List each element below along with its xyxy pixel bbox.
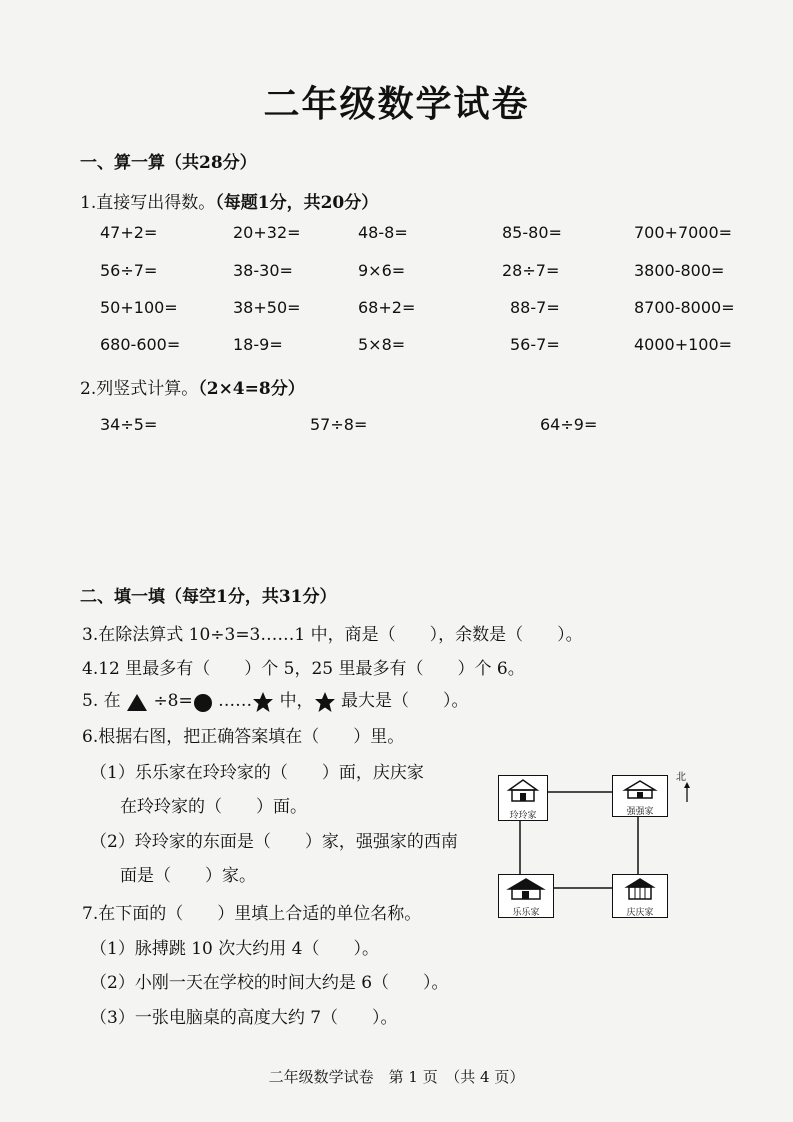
calc-r2c2: 38-30= bbox=[233, 261, 293, 280]
q6-sub1a: （1）乐乐家在玲玲家的（ ）面，庆庆家 bbox=[90, 763, 424, 783]
q5-dots: …… bbox=[218, 691, 253, 711]
calc-r3c3: 68+2= bbox=[358, 298, 416, 317]
star-icon-2 bbox=[314, 691, 336, 713]
vertical-calc-1: 34÷5= bbox=[100, 415, 158, 434]
house-icon-qingqing bbox=[613, 875, 667, 901]
calc-r4c5: 4000+100= bbox=[634, 335, 733, 354]
q2-heading bbox=[80, 374, 305, 399]
calc-r2c5: 3800-800= bbox=[634, 261, 725, 280]
calc-r4c1: 680-600= bbox=[100, 335, 181, 354]
q6-sub1b: 在玲玲家的（ ）面。 bbox=[120, 797, 307, 817]
q1-label: 1.直接写出得数。 bbox=[80, 193, 216, 213]
calc-r1c1: 47+2= bbox=[100, 223, 158, 242]
q2-note: （2×4=8分） bbox=[198, 379, 305, 399]
q6-sub2a: （2）玲玲家的东面是（ ）家，强强家的西南 bbox=[90, 832, 458, 852]
q7-sub2: （2）小刚一天在学校的时间大约是 6（ ）。 bbox=[90, 973, 449, 993]
calc-r3c4: 88-7= bbox=[510, 298, 560, 317]
q5-text bbox=[82, 686, 468, 713]
calc-r4c2: 18-9= bbox=[233, 335, 283, 354]
house-label-lele: 乐乐家 bbox=[512, 908, 540, 918]
vertical-calc-2: 57÷8= bbox=[310, 415, 368, 434]
house-map bbox=[490, 770, 690, 920]
calc-r4c3: 5×8= bbox=[358, 335, 406, 354]
vertical-calc-3: 64÷9= bbox=[540, 415, 598, 434]
q4-text: 4.12 里最多有（ ）个 5，25 里最多有（ ）个 6。 bbox=[82, 659, 525, 679]
house-lingling bbox=[498, 775, 548, 821]
q5-suffix: 最大是（ ）。 bbox=[340, 691, 469, 711]
q6-sub2b: 面是（ ）家。 bbox=[120, 866, 256, 886]
house-qingqing bbox=[612, 874, 668, 918]
section-1-heading: 一、算一算（共28分） bbox=[80, 153, 257, 173]
q7-label: 7.在下面的（ ）里填上合适的单位名称。 bbox=[82, 904, 422, 924]
calc-r3c2: 38+50= bbox=[233, 298, 301, 317]
calc-r4c4: 56-7= bbox=[510, 335, 560, 354]
house-lele bbox=[498, 874, 554, 918]
q1-heading bbox=[80, 188, 378, 213]
q1-note: （每题1分，共20分） bbox=[215, 193, 379, 213]
calc-r1c2: 20+32= bbox=[233, 223, 301, 242]
circle-icon bbox=[193, 692, 213, 712]
star-icon bbox=[252, 691, 274, 713]
q6-label: 6.根据右图，把正确答案填在（ ）里。 bbox=[82, 727, 405, 747]
section-2-heading: 二、填一填（每空1分，共31分） bbox=[80, 587, 337, 607]
calc-r1c3: 48-8= bbox=[358, 223, 408, 242]
house-qiangqiang bbox=[612, 775, 668, 817]
house-icon-lingling bbox=[499, 776, 547, 804]
triangle-icon bbox=[126, 692, 148, 712]
calc-r2c4: 28÷7= bbox=[502, 261, 560, 280]
q5-op: ÷8= bbox=[153, 691, 193, 711]
calc-r3c5: 8700-8000= bbox=[634, 298, 735, 317]
q7-sub1: （1）脉搏跳 10 次大约用 4（ ）。 bbox=[90, 939, 379, 959]
q5-prefix: 5. 在 bbox=[82, 691, 121, 711]
q2-label: 2.列竖式计算。 bbox=[80, 379, 199, 399]
calc-r2c1: 56÷7= bbox=[100, 261, 158, 280]
house-label-qiangqiang: 强强家 bbox=[626, 807, 654, 817]
calc-r2c3: 9×6= bbox=[358, 261, 406, 280]
q5-mid: 中， bbox=[279, 691, 314, 711]
q7-sub3: （3）一张电脑桌的高度大约 7（ ）。 bbox=[90, 1008, 398, 1028]
house-label-qingqing: 庆庆家 bbox=[626, 908, 654, 918]
page-footer: 二年级数学试卷 第 1 页 （共 4 页） bbox=[268, 1068, 525, 1086]
calc-r1c4: 85-80= bbox=[502, 223, 562, 242]
calc-r3c1: 50+100= bbox=[100, 298, 178, 317]
house-icon-qiangqiang bbox=[613, 776, 667, 800]
calc-r1c5: 700+7000= bbox=[634, 223, 733, 242]
q3-text: 3.在除法算式 10÷3=3……1 中，商是（ ），余数是（ ）。 bbox=[82, 625, 583, 645]
north-label: 北 bbox=[676, 772, 686, 783]
page-title: 二年级数学试卷 bbox=[263, 83, 530, 125]
house-icon-lele bbox=[499, 875, 553, 901]
house-label-lingling: 玲玲家 bbox=[509, 811, 537, 821]
